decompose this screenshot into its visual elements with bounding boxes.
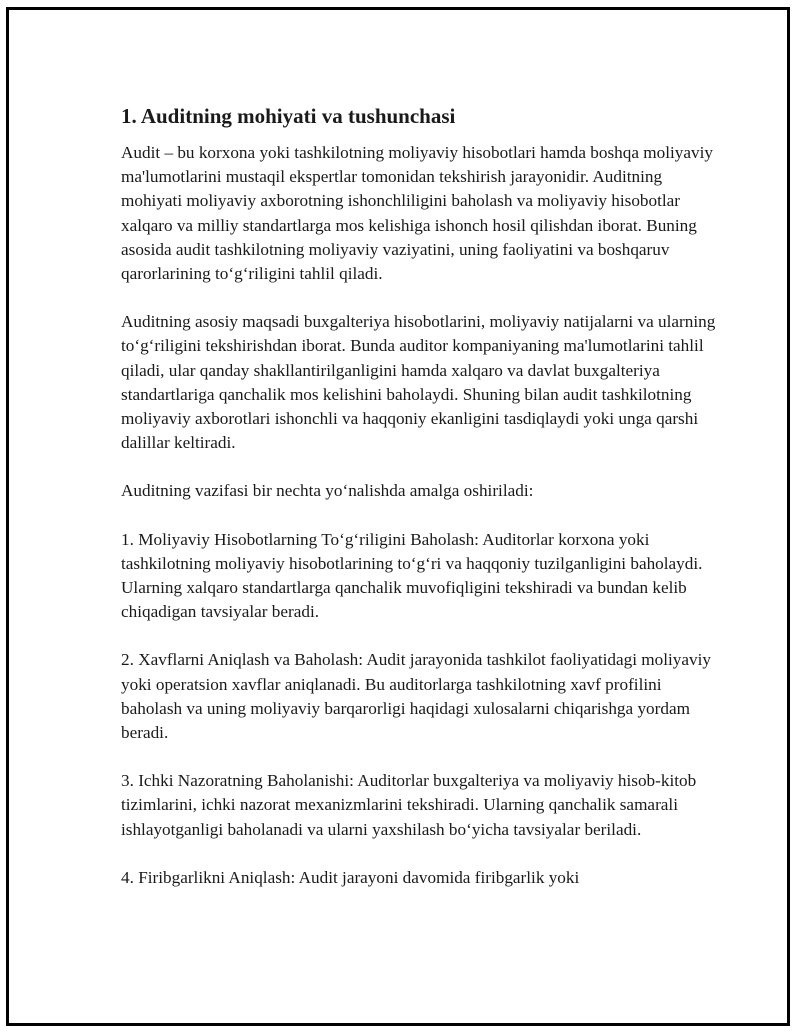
paragraph-definition: Audit – bu korxona yoki tashkilotning moliyaviy hisobotlari hamda boshqa moliyaviy ma'lumotlarini mustaqil ekspertlar tomonidan tekshirish jarayonidir. Auditning mohiyati moliyaviy axborotning ishonchliligini baholash va moliyaviy hisobotlar xalqaro va milliy standartlarga mos kelishiga ishonch hosil qilishdan iborat. Buning asosida audit tashkilotning moliyaviy vaziyatini, uning faoliyatini va boshqaruv qarorlarining to‘g‘riligini tahlil qiladi.: [121, 143, 713, 284]
document-page: [6, 7, 790, 1026]
list-item-3: 3. Ichki Nazoratning Baholanishi: Auditorlar buxgalteriya va moliyaviy hisob-kitob tizimlarini, ichki nazorat mexanizmlarini tekshiradi. Ularning qanchalik samarali ishlayotganligi baholanadi va ularni yaxshilash bo‘yicha tavsiyalar beriladi.: [121, 771, 697, 839]
paragraph-tasks-intro: Auditning vazifasi bir nechta yo‘nalishda amalga oshiriladi:: [121, 481, 534, 501]
list-item-4: 4. Firibgarlikni Aniqlash: Audit jarayoni davomida firibgarlik yoki: [121, 867, 580, 887]
list-item-1: 1. Moliyaviy Hisobotlarning To‘g‘riligini Baholash: Auditorlar korxona yoki tashkilotning moliyaviy hisobotlarining to‘g‘ri va haqqoniy tuzilganligini baholaydi. Ularning xalqaro standartlarga qanchalik muvofiqligini tekshiradi va bundan kelib chiqadigan tavsiyalar beradi.: [121, 529, 703, 622]
list-item-2: 2. Xavflarni Aniqlash va Baholash: Audit jarayonida tashkilot faoliyatidagi moliyaviy yoki operatsion xavflar aniqlanadi. Bu auditorlarga tashkilotning xavf profilini baholash va uning moliyaviy barqarorligi haqidagi xulosalarni chiqarishga yordam beradi.: [121, 650, 711, 743]
document-content: [121, 102, 721, 914]
section-heading: 1. Auditning mohiyati va tushunchasi: [121, 104, 456, 128]
paragraph-purpose: Auditning asosiy maqsadi buxgalteriya hisobotlarini, moliyaviy natijalarni va ularning to‘g‘riligini tekshirishdan iborat. Bunda auditor kompaniyaning ma'lumotlarini tahlil qiladi, ular qanday shakllantirilganligini hamda xalqaro va davlat buxgalteriya standartlariga qanchalik mos kelishini baholaydi. Shuning bilan audit tashkilotning moliyaviy axborotlari ishonchli va haqqoniy ekanligini tasdiqlaydi yoki unga qarshi dalillar keltiradi.: [121, 312, 716, 453]
